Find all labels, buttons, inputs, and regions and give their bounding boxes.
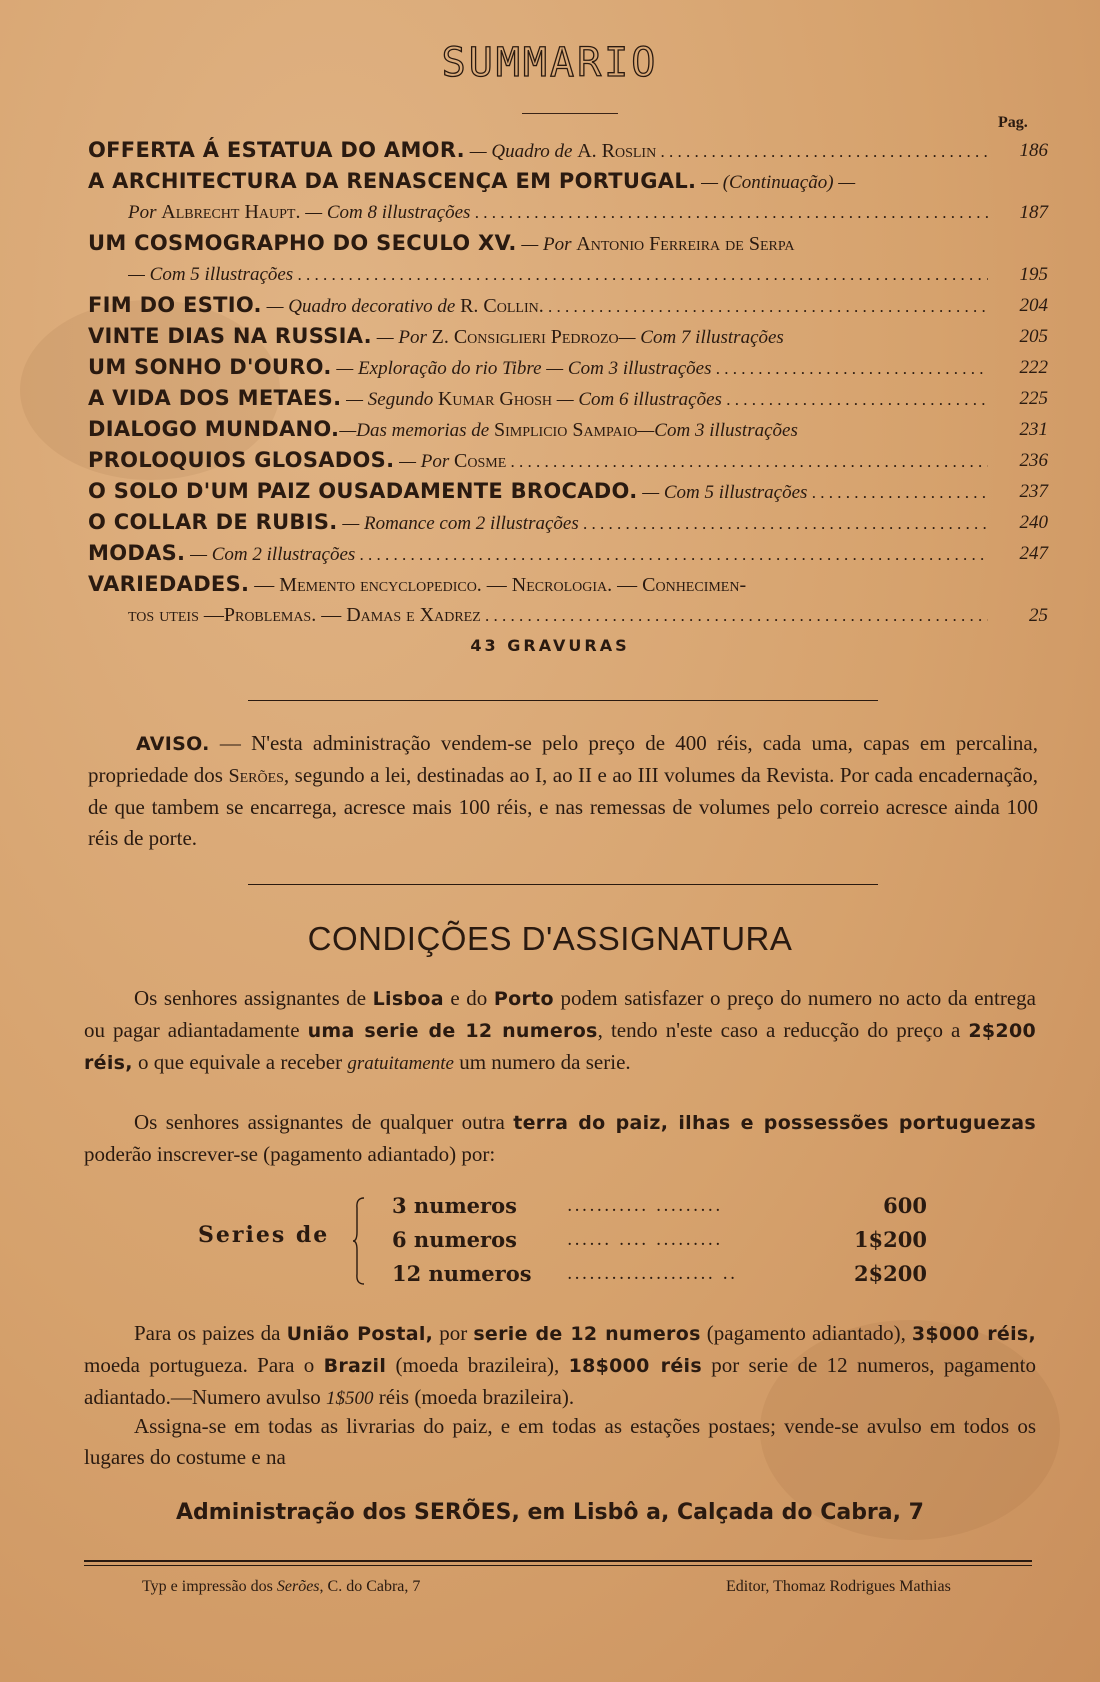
series-quantity: 3 numeros [392, 1193, 517, 1218]
toc-entry-continuation: Por Albrecht Haupt. — Com 8 illustrações . . . 187 [88, 197, 1048, 228]
toc-entry: DIALOGO MUNDANO.—Das memorias de Simplicio Sampaio—Com 3 illustrações 231 [88, 414, 1048, 445]
toc-entry-title: A ARCHITECTURA DA RENASCENÇA EM PORTUGAL. [88, 169, 697, 193]
subscription-paragraph-country: Os senhores assignantes de qualquer outra terra do paiz, ilhas e possessões portuguezas poderão inscrever-se (pagamento adiantado) por: [84, 1110, 1037, 1166]
toc-entry: MODAS. — Com 2 illustrações . . . 247 [88, 538, 1048, 569]
title-divider [522, 113, 618, 114]
toc-entry-title: OFFERTA Á ESTATUA DO AMOR. [88, 138, 465, 162]
postal-union-paragraph: Para os paizes da União Postal, por serie de 12 numeros (pagamento adiantado), 3$000 réis, moeda portugueza. Para o Brazil (moeda brazileira), 18$000 réis por serie de 12 numeros, pagamento adiantado.—Numero avulso 1$500 réis (moeda brazileira). [84, 1321, 1037, 1409]
series-row: 12 numeros .................... .. 2$200 [392, 1258, 927, 1290]
table-of-contents [88, 135, 1048, 631]
subscription-paragraph-lisbon-porto: Os senhores assignantes de Lisboa e do Porto podem satisfazer o preço do numero no acto da entrega ou pagar adiantadamente uma serie de 12 numeros, tendo n'este caso a reducção do preço a 2$200 réis, o que equivale a receber gratuitamente um numero da serie. [84, 986, 1036, 1074]
toc-entry-title: DIALOGO MUNDANO. [88, 417, 340, 441]
toc-entry-author: Albrecht Haupt. [161, 201, 301, 223]
printer-credit: Typ e impressão dos Serões, C. do Cabra, 7 [142, 1578, 421, 1595]
toc-entry: VARIEDADES. — Memento encyclopedico. — Necrologia. — Conhecimen- [88, 572, 747, 596]
toc-page-number: 187 [1019, 202, 1048, 223]
toc-entry-author: A. Roslin [577, 140, 657, 162]
toc-page-number: 236 [1019, 450, 1048, 471]
toc-entry-author: Cosme [454, 450, 507, 472]
toc-entry: O COLLAR DE RUBIS. — Romance com 2 illustrações . . . 240 [88, 507, 1048, 538]
footer-divider [84, 1565, 1032, 1566]
toc-entry-title: VINTE DIAS NA RUSSIA. [88, 324, 372, 348]
toc-page-number: 205 [1019, 326, 1048, 347]
toc-entry-author: R. Collin. [460, 295, 544, 317]
toc-entry-author: Z. Consiglieri Pedrozo [431, 326, 619, 348]
series-price: 1$200 [853, 1227, 927, 1252]
toc-page-number: 225 [1019, 388, 1048, 409]
administration-address: Administração dos SERÕES, em Lisbô a, Calçada do Cabra, 7 [176, 1500, 924, 1525]
toc-entry: UM COSMOGRAPHO DO SECULO XV. — Por Antonio Ferreira de Serpa [88, 231, 795, 255]
toc-page-number: 240 [1019, 512, 1048, 533]
toc-page-number: 204 [1019, 295, 1048, 316]
toc-entry-title: UM SONHO D'OURO. [88, 355, 332, 379]
summary-title: SUMMARIO [441, 40, 659, 86]
toc-page-number: 237 [1019, 481, 1048, 502]
series-row: 6 numeros ...... .... ......... 1$200 [392, 1224, 927, 1256]
toc-entry-title: VARIEDADES. [88, 572, 250, 596]
toc-entry: VINTE DIAS NA RUSSIA. — Por Z. Consiglieri Pedrozo— Com 7 illustrações 205 [88, 321, 1048, 352]
toc-entry-title: O SOLO D'UM PAIZ OUSADAMENTE BROCADO. [88, 479, 638, 503]
section-divider [248, 884, 878, 885]
series-price: 600 [883, 1193, 927, 1218]
toc-entry: PROLOQUIOS GLOSADOS. — Por Cosme . . . 236 [88, 445, 1048, 476]
footer-divider [84, 1560, 1032, 1562]
toc-entry-author: Kumar Ghosh [437, 388, 552, 410]
page-column-label: Pag. [998, 114, 1028, 131]
brace-icon [352, 1196, 366, 1286]
toc-page-number: 186 [1019, 140, 1048, 161]
toc-entry-title: A VIDA DOS METAES. [88, 386, 342, 410]
toc-entry-author: Antonio Ferreira de Serpa [576, 233, 795, 255]
toc-entry: A ARCHITECTURA DA RENASCENÇA EM PORTUGAL. — (Continuação) — [88, 169, 856, 193]
subscription-conditions-title: CONDIÇÕES D'ASSIGNATURA [307, 920, 793, 957]
toc-page-number: 195 [1019, 264, 1048, 285]
notice-paragraph: AVISO. — N'esta administração vendem-se pelo preço de 400 réis, cada uma, capas em percalina, propriedade dos Serões, segundo a lei, destinadas ao I, ao II e ao III volumes da Revista. Por cada encadernação, de que tambem se encarrega, acresce mais 100 réis, e nas remessas de volumes pelo correio acresce ainda 100 réis de porte. [88, 731, 1038, 850]
series-quantity: 6 numeros [392, 1227, 517, 1252]
series-price: 2$200 [853, 1261, 927, 1286]
notice-label: AVISO. [136, 733, 210, 755]
series-row: 3 numeros ........... ......... 600 [392, 1190, 927, 1222]
toc-entry-title: FIM DO ESTIO. [88, 293, 262, 317]
toc-page-number: 222 [1019, 357, 1048, 378]
toc-entry: UM SONHO D'OURO. — Exploração do rio Tibre — Com 3 illustrações . . . 222 [88, 352, 1048, 383]
engravings-count: 43 GRAVURAS [470, 636, 630, 655]
toc-entry-title: O COLLAR DE RUBIS. [88, 510, 338, 534]
toc-entry-author: Simplicio Sampaio [493, 419, 638, 441]
toc-entry: OFFERTA Á ESTATUA DO AMOR. — Quadro de A. Roslin . . . 186 [88, 135, 1048, 166]
toc-entry-title: UM COSMOGRAPHO DO SECULO XV. [88, 231, 517, 255]
toc-entry: FIM DO ESTIO. — Quadro decorativo de R. Collin. . . . 204 [88, 290, 1048, 321]
series-label: Series de [198, 1222, 330, 1248]
toc-entry-continuation: tos uteis —Problemas. — Damas e Xadrez . . . 25 [88, 600, 1048, 631]
toc-entry-title: PROLOQUIOS GLOSADOS. [88, 448, 395, 472]
toc-entry: A VIDA DOS METAES. — Segundo Kumar Ghosh — Com 6 illustrações . . . 225 [88, 383, 1048, 414]
toc-entry: O SOLO D'UM PAIZ OUSADAMENTE BROCADO. — Com 5 illustrações . . . 237 [88, 476, 1048, 507]
toc-entry-title: MODAS. [88, 541, 186, 565]
editor-credit: Editor, Thomaz Rodrigues Mathias [726, 1578, 951, 1595]
toc-page-number: 25 [1029, 605, 1048, 626]
where-to-subscribe-paragraph: Assigna-se em todas as livrarias do paiz, e em todas as estações postaes; vende-se avulso em todos os lugares do costume e na [84, 1414, 1036, 1469]
series-quantity: 12 numeros [392, 1261, 532, 1286]
toc-entry-continuation: — Com 5 illustrações . . . 195 [88, 259, 1048, 290]
section-divider [248, 700, 878, 701]
toc-page-number: 247 [1019, 543, 1048, 564]
toc-page-number: 231 [1019, 419, 1048, 440]
